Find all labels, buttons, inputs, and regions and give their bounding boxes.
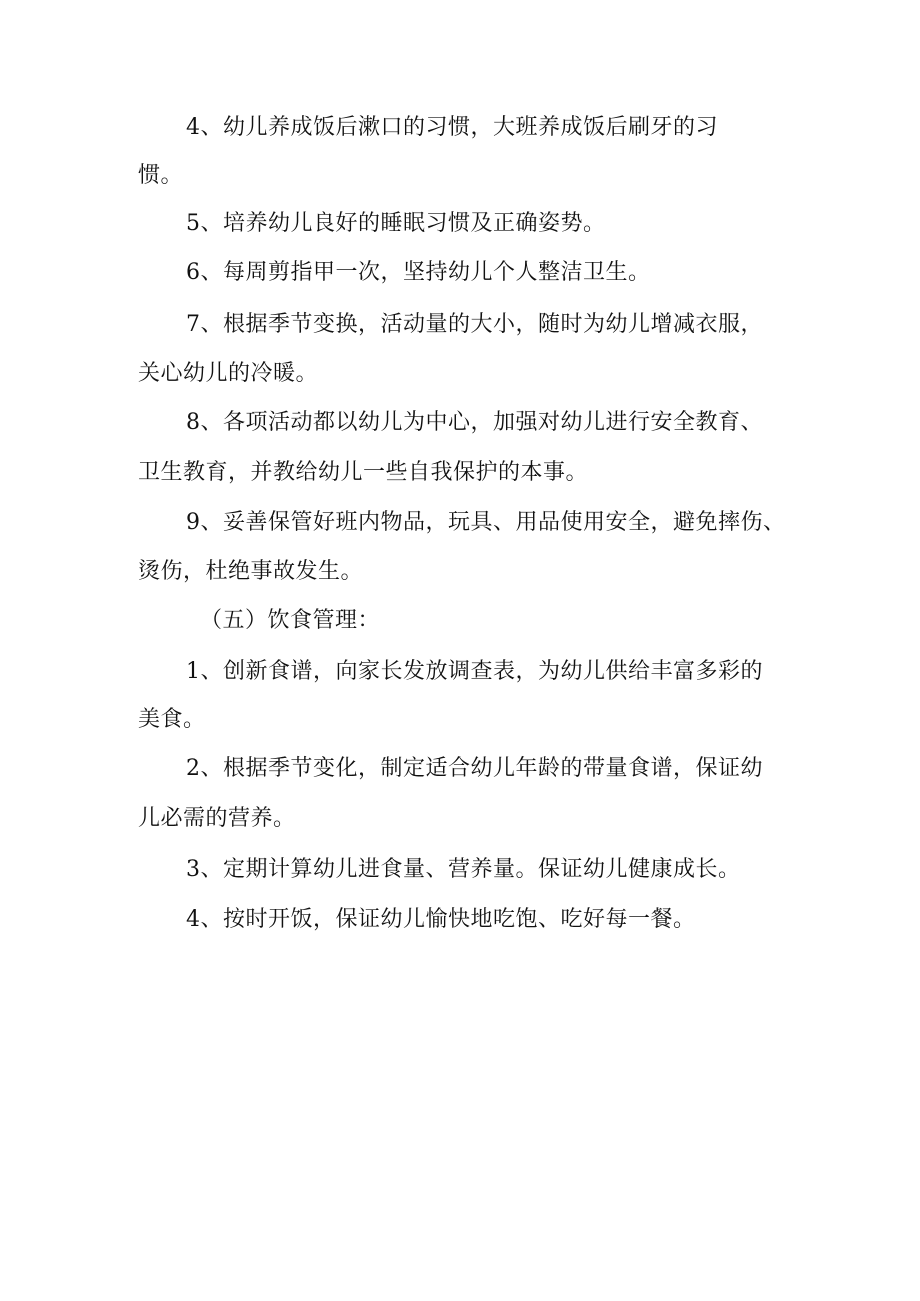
- diet-item-4: 4、按时开饭，保证幼儿愉快地吃饱、吃好每一餐。: [186, 907, 696, 932]
- diet-item-2-line-1: 2、根据季节变化，制定适合幼儿年龄的带量食谱，保证幼: [186, 756, 763, 781]
- item-7-clothing-line-1: 7、根据季节变换，活动量的大小，随时为幼儿增减衣服，: [186, 312, 763, 337]
- item-8-safety-line-2: 卫生教育，并教给幼儿一些自我保护的本事。: [138, 460, 589, 485]
- diet-item-2-line-2: 儿必需的营养。: [138, 806, 296, 831]
- item-9-items-line-2: 烫伤，杜绝事故发生。: [138, 559, 364, 584]
- diet-item-1-line-2: 美食。: [138, 707, 206, 732]
- item-4-hygiene-line-1: 4、幼儿养成饭后漱口的习惯，大班养成饭后刷牙的习: [186, 115, 718, 140]
- item-8-safety-line-1: 8、各项活动都以幼儿为中心，加强对幼儿进行安全教育、: [186, 410, 763, 435]
- item-4-hygiene-line-2: 惯。: [138, 163, 184, 188]
- diet-item-1-line-1: 1、创新食谱，向家长发放调查表，为幼儿供给丰富多彩的: [186, 659, 763, 684]
- item-5-sleep: 5、培养幼儿良好的睡眠习惯及正确姿势。: [186, 211, 606, 236]
- diet-item-3: 3、定期计算幼儿进食量、营养量。保证幼儿健康成长。: [186, 857, 741, 882]
- item-9-items-line-1: 9、妥善保管好班内物品，玩具、用品使用安全，避免摔伤、: [186, 510, 786, 535]
- section-heading-diet: （五）饮食管理：: [200, 608, 381, 633]
- item-6-nails: 6、每周剪指甲一次，坚持幼儿个人整洁卫生。: [186, 260, 651, 285]
- item-7-clothing-line-2: 关心幼儿的冷暖。: [138, 361, 319, 386]
